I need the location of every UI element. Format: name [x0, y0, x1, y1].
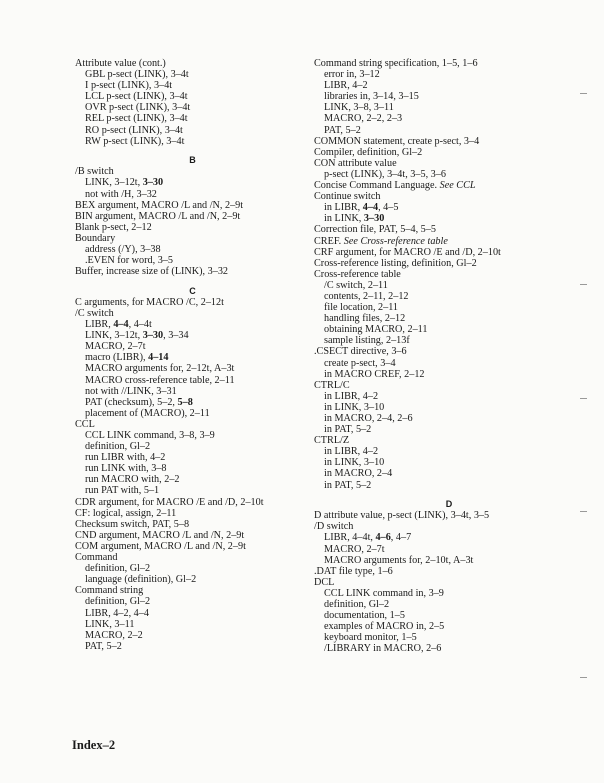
index-entry	[75, 266, 310, 277]
index-entry	[314, 521, 584, 532]
index-entry	[314, 58, 584, 69]
index-subentry	[314, 213, 584, 224]
index-subentry	[314, 369, 584, 380]
index-subentry	[314, 291, 584, 302]
index-subentry	[75, 608, 310, 619]
index-entry	[75, 552, 310, 563]
index-subentry	[314, 480, 584, 491]
entry-text: libraries in, 3–14, 3–15	[324, 91, 419, 103]
index-subentry	[75, 136, 310, 147]
entry-text: /B switch	[75, 166, 114, 178]
index-subentry	[314, 280, 584, 291]
entry-text: file location, 2–11	[324, 302, 399, 314]
entry-text: examples of MACRO in, 2–5	[324, 621, 445, 633]
entry-text: Command string specification, 1–5, 1–6	[314, 58, 478, 69]
primary-page-ref: 4–6	[375, 532, 391, 544]
entry-text: Command string	[75, 585, 144, 597]
entry-text: LINK, 3–11	[85, 618, 135, 630]
entry-text: Continue switch	[314, 191, 381, 203]
entry-text: Buffer, increase size of (LINK), 3–32	[75, 266, 229, 278]
index-entry	[314, 566, 584, 577]
index-entry	[75, 200, 310, 211]
entry-text-tail: , 3–34	[163, 330, 189, 342]
index-subentry	[75, 330, 310, 341]
entry-text: in LINK,	[324, 213, 364, 225]
entry-text: in LINK, 3–10	[324, 401, 385, 413]
entry-text-tail: , 4–7	[390, 532, 412, 544]
entry-text: not with //LINK, 3–31	[85, 385, 177, 397]
entry-text: COMMON statement, create p-sect, 3–4	[314, 135, 480, 147]
index-entry	[314, 180, 584, 191]
entry-text: Boundary	[75, 232, 116, 244]
entry-text: GBL p-sect (LINK), 3–4t	[85, 69, 189, 81]
entry-text: run MACRO with, 2–2	[85, 474, 180, 486]
entry-text: LIBR, 4–2	[324, 80, 368, 92]
margin-mark	[580, 398, 587, 399]
index-subentry	[314, 588, 584, 599]
index-subentry	[75, 113, 310, 124]
entry-text: address (/Y), 3–38	[85, 244, 161, 255]
index-subentry	[75, 397, 310, 408]
index-subentry	[75, 80, 310, 91]
page-number: Index–2	[72, 738, 116, 752]
entry-text-tail: , 4–5	[378, 202, 399, 214]
entry-text: definition, Gl–2	[324, 599, 390, 610]
primary-page-ref: 4–14	[148, 352, 169, 364]
entry-text: C arguments, for MACRO /C, 2–12t	[75, 296, 224, 308]
entry-text: REL p-sect (LINK), 3–4t	[85, 113, 188, 125]
margin-mark	[580, 284, 587, 285]
entry-text: /D switch	[314, 521, 354, 533]
margin-mark	[580, 677, 587, 678]
primary-page-ref: 3–30	[363, 213, 385, 225]
index-entry	[314, 247, 584, 258]
index-subentry	[314, 358, 584, 369]
entry-text: /C switch, 2–11	[324, 279, 388, 291]
index-entry	[314, 380, 584, 391]
index-entry	[75, 508, 310, 519]
index-entry	[75, 419, 310, 430]
entry-text: OVR p-sect (LINK), 3–4t	[85, 102, 191, 114]
entry-text: RW p-sect (LINK), 3–4t	[85, 135, 185, 147]
index-subentry	[75, 574, 310, 585]
index-subentry	[75, 408, 310, 419]
index-entry	[75, 497, 310, 508]
entry-text: Compiler, definition, Gl–2	[314, 146, 423, 158]
index-subentry	[75, 177, 310, 188]
entry-text: in MACRO, 2–4, 2–6	[324, 413, 413, 424]
index-entry	[75, 166, 310, 177]
primary-page-ref: 3–30	[142, 177, 164, 189]
entry-text: contents, 2–11, 2–12	[324, 290, 409, 302]
index-subentry	[314, 91, 584, 102]
entry-text: Command	[75, 552, 118, 564]
index-subentry	[314, 632, 584, 643]
index-subentry	[75, 341, 310, 352]
index-subentry	[75, 125, 310, 136]
index-entry	[75, 530, 310, 541]
index-subentry	[75, 485, 310, 496]
index-subentry	[75, 630, 310, 641]
index-subentry	[314, 457, 584, 468]
index-subentry	[75, 91, 310, 102]
index-entry	[314, 236, 584, 247]
entry-text: CTRL/Z	[314, 435, 350, 447]
entry-text: p-sect (LINK), 3–4t, 3–5, 3–6	[324, 168, 446, 180]
entry-text: error in, 3–12	[324, 69, 380, 81]
index-subentry	[314, 169, 584, 180]
entry-text: RO p-sect (LINK), 3–4t	[85, 124, 183, 136]
index-entry	[75, 541, 310, 552]
index-entry	[75, 308, 310, 319]
entry-text: CREF.	[314, 235, 344, 247]
margin-mark	[580, 93, 587, 94]
index-subentry	[314, 544, 584, 555]
entry-text: LINK, 3–12t,	[85, 330, 143, 342]
index-entry	[314, 435, 584, 446]
entry-text: run LINK with, 3–8	[85, 463, 167, 475]
section-heading: C	[189, 285, 196, 296]
entry-text: CCL LINK command in, 3–9	[324, 587, 444, 599]
index-subentry	[75, 189, 310, 200]
entry-text: keyboard monitor, 1–5	[324, 632, 417, 644]
index-entry	[314, 269, 584, 280]
index-subentry	[75, 255, 310, 266]
entry-text: I p-sect (LINK), 3–4t	[85, 80, 173, 92]
entry-text: Concise Command Language.	[314, 180, 440, 192]
entry-text: .EVEN for word, 3–5	[85, 255, 173, 267]
entry-text: CCL	[75, 418, 95, 430]
index-subentry	[314, 532, 584, 543]
entry-text: MACRO, 2–7t	[324, 543, 385, 555]
index-entry	[75, 58, 310, 69]
index-entry	[314, 510, 584, 521]
index-subentry	[314, 391, 584, 402]
entry-text: definition, Gl–2	[85, 596, 151, 608]
index-subentry	[314, 643, 584, 654]
entry-text: not with /H, 3–32	[85, 188, 157, 200]
index-entry	[314, 258, 584, 269]
index-subentry	[314, 125, 584, 136]
entry-text: placement of (MACRO), 2–11	[85, 407, 210, 419]
primary-page-ref: 4–4	[113, 319, 129, 331]
margin-mark	[580, 511, 587, 512]
entry-text: CF: logical, assign, 2–11	[75, 507, 177, 519]
entry-text: .CSECT directive, 3–6	[314, 346, 407, 358]
entry-text: .DAT file type, 1–6	[314, 565, 393, 577]
entry-text: in MACRO, 2–4	[324, 468, 393, 480]
primary-page-ref: 4–4	[362, 202, 379, 214]
entry-text: CCL LINK command, 3–8, 3–9	[85, 430, 215, 441]
entry-text: PAT, 5–2	[324, 124, 361, 136]
entry-text: create p-sect, 3–4	[324, 357, 396, 369]
index-entry	[75, 211, 310, 222]
index-entry	[75, 519, 310, 530]
index-subentry	[314, 555, 584, 566]
entry-text: in LINK, 3–10	[324, 457, 385, 469]
entry-text-tail: , 4–4t	[128, 319, 152, 331]
entry-text: LIBR, 4–4t,	[324, 532, 376, 544]
index-subentry	[75, 452, 310, 463]
index-entry	[314, 147, 584, 158]
entry-text: /LIBRARY in MACRO, 2–6	[324, 643, 442, 655]
index-subentry	[75, 352, 310, 363]
index-subentry	[75, 441, 310, 452]
index-subentry	[314, 102, 584, 113]
index-subentry	[314, 302, 584, 313]
index-subentry	[314, 446, 584, 457]
entry-text: LIBR,	[85, 319, 114, 331]
index-subentry	[75, 641, 310, 652]
index-entry	[314, 346, 584, 357]
index-subentry	[314, 324, 584, 335]
index-subentry	[75, 363, 310, 374]
index-subentry	[314, 413, 584, 424]
index-subentry	[314, 621, 584, 632]
index-entry	[314, 224, 584, 235]
index-subentry	[75, 375, 310, 386]
entry-text: MACRO cross-reference table, 2–11	[85, 374, 235, 386]
entry-text: handling files, 2–12	[324, 313, 406, 325]
index-entry	[314, 191, 584, 202]
section-heading: B	[189, 155, 196, 166]
primary-page-ref: 5–8	[177, 396, 193, 408]
index-subentry	[75, 69, 310, 80]
see-reference: See CCL	[439, 180, 476, 192]
entry-text: BEX argument, MACRO /L and /N, 2–9t	[75, 199, 244, 211]
index-subentry	[75, 102, 310, 113]
entry-text: run LIBR with, 4–2	[85, 452, 166, 464]
index-entry	[75, 222, 310, 233]
entry-text: in PAT, 5–2	[324, 479, 372, 491]
entry-text: Blank p-sect, 2–12	[75, 221, 152, 233]
primary-page-ref: 3–30	[142, 330, 164, 342]
entry-text: Cross-reference table	[314, 268, 401, 280]
entry-text: CON attribute value	[314, 157, 397, 169]
index-subentry	[75, 563, 310, 574]
index-subentry	[314, 468, 584, 479]
entry-text: MACRO arguments for, 2–12t, A–3t	[85, 363, 235, 375]
entry-text: sample listing, 2–13f	[324, 335, 410, 347]
entry-text: LINK, 3–8, 3–11	[324, 102, 394, 114]
entry-text: /C switch	[75, 307, 114, 319]
entry-text: COM argument, MACRO /L and /N, 2–9t	[75, 540, 246, 552]
entry-text: MACRO, 2–2	[85, 629, 143, 641]
entry-text: CTRL/C	[314, 379, 350, 391]
index-subentry	[314, 599, 584, 610]
section-gap	[75, 147, 310, 156]
entry-text: DCL	[314, 576, 335, 588]
see-reference: See Cross-reference table	[343, 235, 448, 247]
index-subentry	[75, 430, 310, 441]
index-column-left	[75, 58, 310, 652]
index-subentry	[75, 244, 310, 255]
entry-text: language (definition), Gl–2	[85, 574, 197, 586]
entry-text: definition, Gl–2	[85, 441, 151, 453]
index-subentry	[75, 474, 310, 485]
section-heading: D	[445, 499, 453, 510]
entry-text: documentation, 1–5	[324, 610, 405, 622]
entry-text: in LIBR,	[324, 202, 363, 214]
entry-text: MACRO, 2–2, 2–3	[324, 113, 403, 125]
index-subentry	[314, 202, 584, 213]
entry-text: Attribute value (cont.)	[75, 58, 166, 69]
index-subentry	[314, 80, 584, 91]
entry-text: Correction file, PAT, 5–4, 5–5	[314, 224, 436, 236]
index-subentry	[75, 463, 310, 474]
index-subentry	[314, 424, 584, 435]
entry-text: obtaining MACRO, 2–11	[324, 324, 428, 336]
index-entry	[75, 233, 310, 244]
entry-text: BIN argument, MACRO /L and /N, 2–9t	[75, 210, 241, 222]
index-entry	[75, 585, 310, 596]
entry-text: definition, Gl–2	[85, 563, 151, 575]
index-subentry	[75, 319, 310, 330]
index-subentry	[314, 313, 584, 324]
entry-text: PAT (checksum), 5–2,	[85, 396, 178, 408]
index-entry	[314, 158, 584, 169]
entry-text: MACRO arguments for, 2–10t, A–3t	[324, 554, 474, 566]
entry-text: LIBR, 4–2, 4–4	[85, 607, 149, 619]
entry-text: in LIBR, 4–2	[324, 446, 379, 458]
index-subentry	[75, 619, 310, 630]
index-subentry	[314, 69, 584, 80]
section-gap	[75, 277, 310, 286]
entry-text: Cross-reference listing, definition, Gl–2	[314, 257, 477, 269]
index-subentry	[75, 596, 310, 607]
entry-text: LCL p-sect (LINK), 3–4t	[85, 91, 188, 103]
entry-text: in LIBR, 4–2	[324, 390, 379, 402]
entry-text: macro (LIBR),	[85, 352, 149, 364]
index-subentry	[314, 610, 584, 621]
entry-text: in PAT, 5–2	[324, 424, 372, 436]
entry-text: D attribute value, p-sect (LINK), 3–4t, 3–5	[314, 510, 490, 522]
index-entry	[314, 136, 584, 147]
entry-text: CND argument, MACRO /L and /N, 2–9t	[75, 529, 245, 541]
entry-text: CDR argument, for MACRO /E and /D, 2–10t	[75, 496, 264, 508]
entry-text: MACRO, 2–7t	[85, 341, 146, 353]
index-column-right	[314, 58, 584, 654]
entry-text: LINK, 3–12t,	[85, 177, 143, 189]
section-gap	[314, 491, 584, 500]
index-entry	[314, 577, 584, 588]
entry-text: CRF argument, for MACRO /E and /D, 2–10t	[314, 246, 501, 258]
index-subentry	[75, 386, 310, 397]
index-entry	[75, 297, 310, 308]
entry-text: in MACRO CREF, 2–12	[324, 368, 425, 380]
index-subentry	[314, 335, 584, 346]
entry-text: run PAT with, 5–1	[85, 485, 160, 497]
entry-text: Checksum switch, PAT, 5–8	[75, 518, 190, 530]
index-subentry	[314, 402, 584, 413]
index-subentry	[314, 113, 584, 124]
entry-text: PAT, 5–2	[85, 640, 122, 652]
